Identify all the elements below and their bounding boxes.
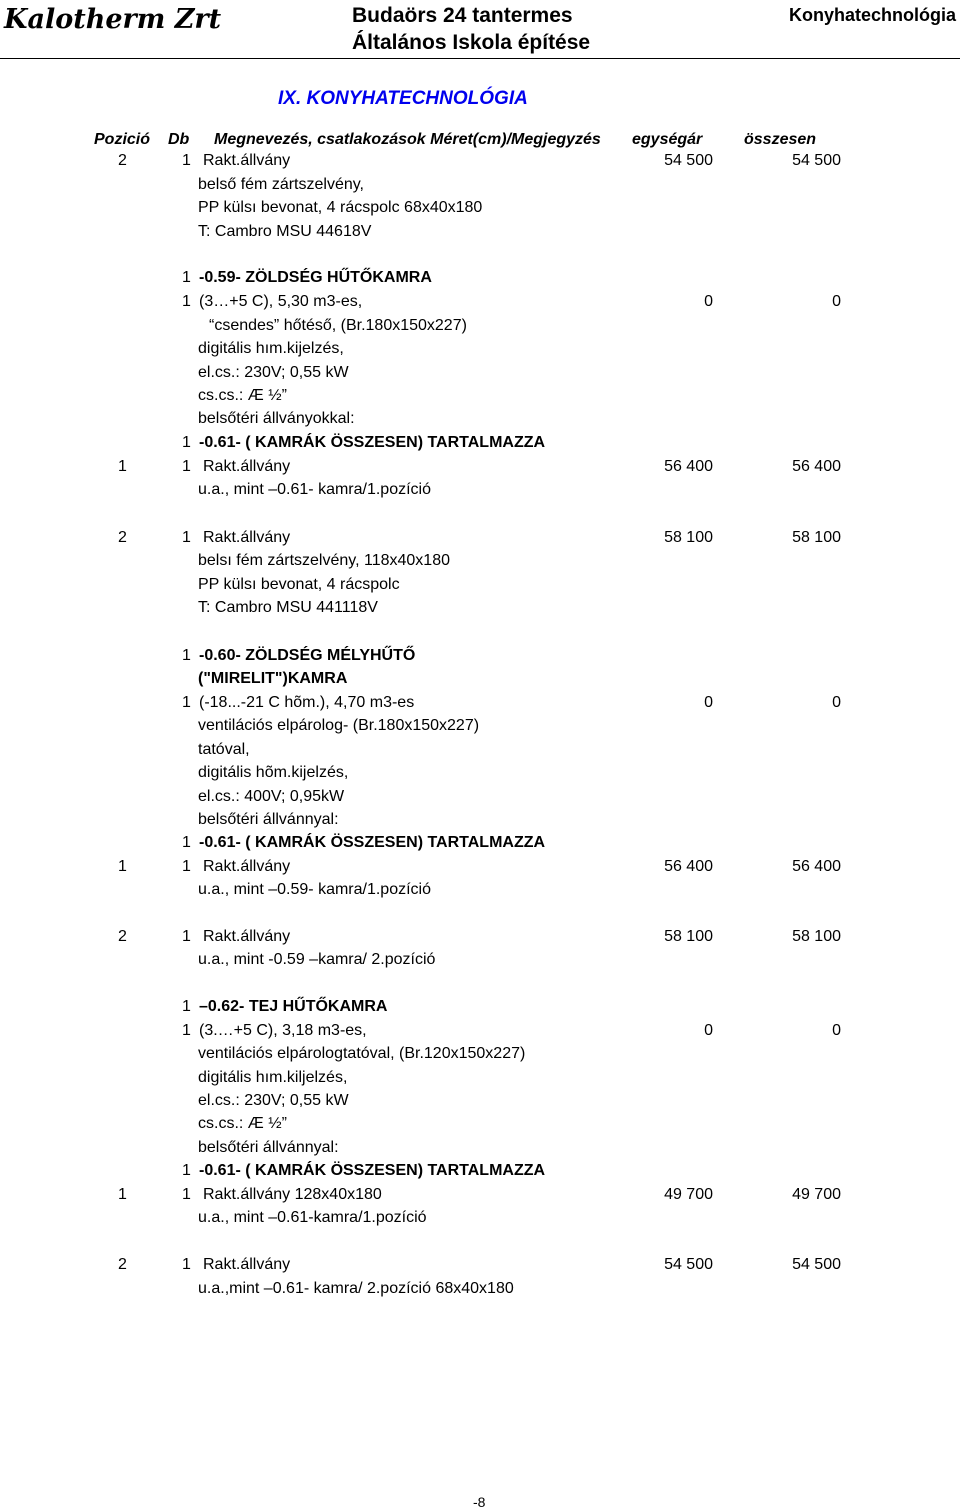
department-title: Konyhatechnológia <box>788 5 956 25</box>
row-pozicio: 1 <box>118 1186 127 1203</box>
project-title-line1: Budaörs 24 tantermes <box>352 4 573 27</box>
row-unit-price: 56 400 <box>664 858 713 875</box>
row-total: 0 <box>832 293 841 310</box>
row-db: 1 <box>182 928 191 945</box>
row-description: ventilációs elpárolog- (Br.180x150x227) <box>198 717 480 734</box>
row-description: digitális hım.kijelzés, <box>198 340 344 357</box>
row-description: el.cs.: 400V; 0,95kW <box>198 788 345 805</box>
row-description: T: Cambro MSU 441118V <box>198 599 378 616</box>
section-title: IX. KONYHATECHNOLÓGIA <box>278 88 528 109</box>
row-description: digitális hõm.kijelzés, <box>198 764 349 781</box>
row-description: el.cs.: 230V; 0,55 kW <box>198 1092 349 1109</box>
row-db: 1 <box>182 434 191 451</box>
row-description: “csendes” hőtéső, (Br.180x150x227) <box>209 317 467 334</box>
row-pozicio: 2 <box>118 152 127 169</box>
row-total: 49 700 <box>792 1186 841 1203</box>
row-description: (-18...-21 C hõm.), 4,70 m3-es <box>199 694 415 711</box>
row-total: 58 100 <box>792 529 841 546</box>
row-db: 1 <box>182 269 191 286</box>
row-unit-price: 0 <box>704 1022 713 1039</box>
row-unit-price: 58 100 <box>664 529 713 546</box>
row-db: 1 <box>182 998 191 1015</box>
row-description: belsőtéri állvánnyal: <box>198 1139 339 1156</box>
row-db: 1 <box>182 529 191 546</box>
row-description: (3.…+5 C), 3,18 m3-es, <box>199 1022 367 1039</box>
row-description: el.cs.: 230V; 0,55 kW <box>198 364 349 381</box>
row-description: u.a.,mint –0.61- kamra/ 2.pozíció 68x40x180 <box>198 1280 514 1297</box>
project-title-line2: Általános Iskola építése <box>352 31 591 54</box>
row-pozicio: 1 <box>118 458 127 475</box>
row-description: PP külsı bevonat, 4 rácspolc <box>198 576 400 593</box>
header-divider <box>0 58 960 59</box>
row-description: -0.61- ( KAMRÁK ÖSSZESEN) TARTALMAZZA <box>199 834 546 851</box>
row-description: tatóval, <box>198 741 250 758</box>
row-db: 1 <box>182 834 191 851</box>
row-description: u.a., mint –0.61- kamra/1.pozíció <box>198 481 431 498</box>
row-description: Rakt.állvány <box>203 152 291 169</box>
row-pozicio: 2 <box>118 1256 127 1273</box>
row-description: belső fém zártszelvény, <box>198 176 364 193</box>
company-logo-text: Kalotherm Zrt <box>4 4 222 35</box>
row-description: PP külsı bevonat, 4 rácspolc 68x40x180 <box>198 199 483 216</box>
row-db: 1 <box>182 858 191 875</box>
row-unit-price: 0 <box>704 293 713 310</box>
row-description: belsı fém zártszelvény, 118x40x180 <box>198 552 450 569</box>
row-description: Rakt.állvány <box>203 1256 291 1273</box>
row-description: belsőtéri állvánnyal: <box>198 811 339 828</box>
row-total: 54 500 <box>792 1256 841 1273</box>
row-db: 1 <box>182 458 191 475</box>
row-description: ("MIRELIT")KAMRA <box>198 670 348 687</box>
row-db: 1 <box>182 647 191 664</box>
column-header-osszesen: összesen <box>744 131 817 148</box>
row-description: -0.61- ( KAMRÁK ÖSSZESEN) TARTALMAZZA <box>199 1162 546 1179</box>
row-pozicio: 2 <box>118 529 127 546</box>
row-total: 54 500 <box>792 152 841 169</box>
row-db: 1 <box>182 1022 191 1039</box>
column-header-pozicio: Pozició <box>94 131 151 148</box>
row-db: 1 <box>182 694 191 711</box>
row-description: u.a., mint -0.59 –kamra/ 2.pozíció <box>198 951 436 968</box>
row-total: 0 <box>832 1022 841 1039</box>
row-db: 1 <box>182 293 191 310</box>
row-unit-price: 0 <box>704 694 713 711</box>
row-description: cs.cs.: Æ ½” <box>198 1115 287 1132</box>
row-description: Rakt.állvány 128x40x180 <box>203 1186 382 1203</box>
row-description: Rakt.állvány <box>203 928 291 945</box>
column-header-db: Db <box>168 131 190 148</box>
row-unit-price: 56 400 <box>664 458 713 475</box>
row-unit-price: 54 500 <box>664 152 713 169</box>
row-description: u.a., mint –0.59- kamra/1.pozíció <box>198 881 431 898</box>
row-description: u.a., mint –0.61-kamra/1.pozíció <box>198 1209 427 1226</box>
row-total: 56 400 <box>792 858 841 875</box>
row-total: 58 100 <box>792 928 841 945</box>
row-description: –0.62- TEJ HŰTŐKAMRA <box>199 998 388 1015</box>
row-total: 0 <box>832 694 841 711</box>
column-header-egysegar: egységár <box>632 131 703 148</box>
row-pozicio: 1 <box>118 858 127 875</box>
row-description: Rakt.állvány <box>203 858 291 875</box>
row-pozicio: 2 <box>118 928 127 945</box>
page-number: -8 <box>473 1494 486 1510</box>
row-db: 1 <box>182 152 191 169</box>
row-description: digitális hım.kiljelzés, <box>198 1069 348 1086</box>
row-unit-price: 58 100 <box>664 928 713 945</box>
row-description: Rakt.állvány <box>203 529 291 546</box>
row-description: Rakt.állvány <box>203 458 291 475</box>
row-description: (3…+5 C), 5,30 m3-es, <box>199 293 363 310</box>
row-description: -0.59- ZÖLDSÉG HŰTŐKAMRA <box>199 269 432 286</box>
row-description: cs.cs.: Æ ½” <box>198 387 287 404</box>
column-header-megnevezes: Megnevezés, csatlakozások Méret(cm)/Megjegyzés <box>214 131 601 148</box>
row-db: 1 <box>182 1186 191 1203</box>
row-description: -0.61- ( KAMRÁK ÖSSZESEN) TARTALMAZZA <box>199 434 546 451</box>
row-description: belsőtéri állványokkal: <box>198 410 355 427</box>
project-title <box>352 2 590 56</box>
row-total: 56 400 <box>792 458 841 475</box>
row-unit-price: 54 500 <box>664 1256 713 1273</box>
row-description: ventilációs elpárologtatóval, (Br.120x150x227) <box>198 1045 526 1062</box>
row-description: T: Cambro MSU 44618V <box>198 223 372 240</box>
row-description: -0.60- ZÖLDSÉG MÉLYHŰTŐ <box>199 647 416 664</box>
row-db: 1 <box>182 1162 191 1179</box>
row-unit-price: 49 700 <box>664 1186 713 1203</box>
row-db: 1 <box>182 1256 191 1273</box>
